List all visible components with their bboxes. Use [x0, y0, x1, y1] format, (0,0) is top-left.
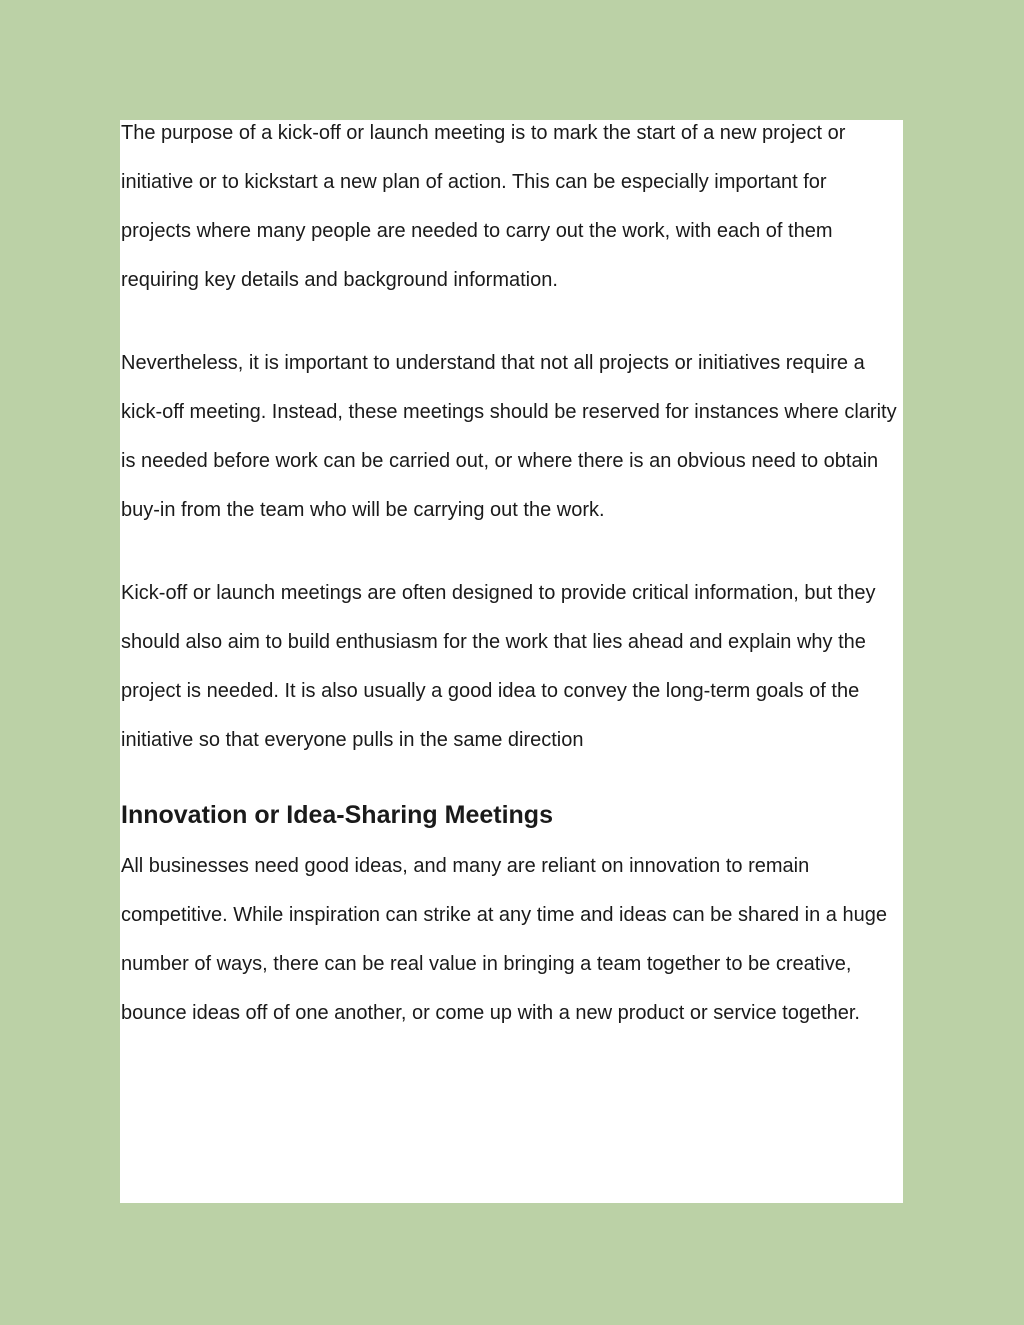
paragraph-kickoff-when: Nevertheless, it is important to understand that not all projects or initiatives require a kick-off meeting. Instead, these meetings should be reserved for instances where clarity is needed before work can be carried out, or where there is an obvious need to obtain buy-in from the team who will be carrying out the work.: [121, 352, 897, 521]
paragraph-kickoff-goals: Kick-off or launch meetings are often designed to provide critical information, but they should also aim to build enthusiasm for the work that lies ahead and explain why the project is needed. It is also usually a good idea to convey the long-term goals of the initiative so that everyone pulls in the same direction: [121, 582, 876, 751]
document-page: [120, 120, 903, 1203]
paragraph-kickoff-purpose: The purpose of a kick-off or launch meeting is to mark the start of a new project or initiative or to kickstart a new plan of action. This can be especially important for projects where many people are needed to carry out the work, with each of them requiring key details and background information.: [121, 122, 846, 291]
section-heading: Innovation or Idea-Sharing Meetings: [121, 801, 553, 829]
paragraph-innovation: All businesses need good ideas, and many are reliant on innovation to remain competitive. While inspiration can strike at any time and ideas can be shared in a huge number of ways, there can be real value in bringing a team together to be creative, bounce ideas off of one another, or come up with a new product or service together.: [121, 855, 887, 1024]
